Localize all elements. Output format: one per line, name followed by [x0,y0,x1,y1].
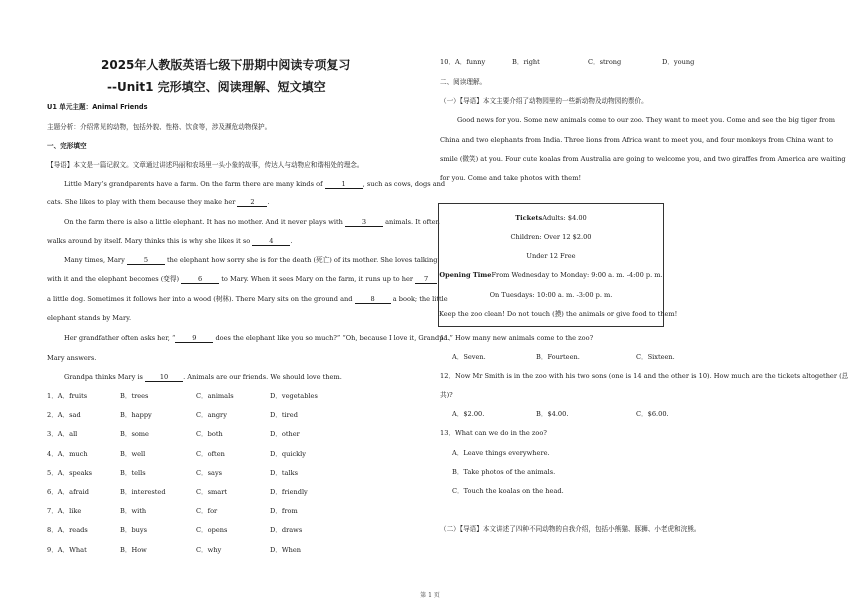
option[interactable]: C．for [196,507,218,516]
option[interactable]: D．When [270,545,302,554]
blank-1: 1 [325,181,363,189]
question-11: 11．How many new animals come to the zoo? [440,334,594,342]
cloze-text: Many times, Mary [64,256,125,264]
cloze-paragraph-4-line-1 [64,335,453,343]
cloze-paragraph-2-line-1 [64,219,440,227]
option[interactable]: 10．A．funny [440,58,486,66]
page-number: 第 1 页 [420,592,440,599]
option[interactable]: C．often [196,449,225,458]
tickets-line [439,215,663,223]
option-row-7 [47,508,425,518]
cloze-text: cats. She likes to play with them because they make her [47,198,236,206]
option[interactable]: B．buys [120,526,148,535]
cloze-text: the elephant how sorry she is for the death (死亡) of its mother. She loves talking [167,256,438,264]
option[interactable]: B．interested [120,488,166,496]
option[interactable]: B．some [120,430,149,439]
option[interactable]: B．trees [120,392,149,400]
cloze-text: a book; the little [392,295,448,303]
blank-2: 2 [237,199,267,207]
cloze-text: . [290,237,293,245]
cloze-paragraph-2-line-2 [47,238,292,246]
under-line: Under 12 Free [526,252,576,260]
reading-section-heading: 二、阅读理解。 [440,78,487,86]
option-row-10 [440,59,818,69]
option[interactable]: 7．A．like [47,507,82,516]
option-row-6 [47,489,425,499]
question-13: 13．What can we do in the zoo? [440,429,547,437]
cloze-paragraph-3-line-2 [47,276,437,284]
blank-3: 3 [345,219,383,227]
cloze-section-heading: 一、完形填空 [47,142,87,150]
option[interactable]: A．$2.00. [452,410,485,418]
option[interactable]: B．$4.00. [536,410,569,418]
blank-10: 10 [145,374,183,382]
keep-clean-line: Keep the zoo clean! Do not touch (摸) the animals or give food to them! [439,310,678,318]
option[interactable]: D．quickly [270,449,306,458]
reading-passage-line-3: smile (微笑) at you. Four cute koalas from Australia are going to welcome you, and two giraffes from America are waiting [440,155,846,163]
cloze-paragraph-4-line-2: Mary answers. [47,354,97,362]
option[interactable]: D．draws [270,526,303,535]
option[interactable]: C．says [196,468,223,477]
blank-5: 5 [127,257,165,265]
option-row-1 [47,393,425,403]
page-title: 2025年人教版英语七级下册期中阅读专项复习 [101,58,351,72]
opening-label: Opening Time [439,271,492,279]
cloze-text: does the elephant like you so much?” “Oh, because I love it, Grandpa.” [215,334,453,342]
option[interactable]: 9．A．What [47,545,87,554]
cloze-text: Grandpa thinks Mary is [64,373,143,381]
option-row-5 [47,470,425,480]
reading-passage-line-4: for you. Come and take photos with them! [440,174,582,182]
opening-line [439,272,663,280]
reading-passage-line-2: China and two elephants from India. Three lions from Africa want to meet you, and four monkeys from China want to [440,136,833,144]
cloze-text: On the farm there is also a little elephant. It has no mother. And it never plays with [64,218,343,226]
option[interactable]: C．strong [588,58,622,66]
option-row-8 [47,527,425,537]
option[interactable]: C．Sixteen. [636,353,675,361]
reading-guide-1: （一）【导语】本文主要介绍了动物园里的一些新动物及动物园的票价。 [440,97,648,105]
option[interactable]: B．Take photos of the animals. [452,468,556,476]
option[interactable]: B．tells [120,468,146,477]
children-line: Children: Over 12 $2.00 [510,233,592,241]
option[interactable]: D．other [270,430,300,439]
option[interactable]: C．$6.00. [636,410,669,418]
cloze-text: a little dog. Sometimes it follows her into a wood (树林). There Mary sits on the ground and [47,295,353,303]
cloze-paragraph-3-line-1 [64,257,438,265]
cloze-text: to Mary. When it sees Mary on the farm, it runs up to her [221,275,414,283]
zoo-notice-box [438,203,678,327]
cloze-text: Her grandfather often asks her, “ [64,334,176,342]
tickets-value: Adults: $4.00 [542,214,587,222]
cloze-text: , such as cows, dogs and [362,180,446,188]
option[interactable]: D．talks [270,468,298,477]
option[interactable]: 8．A．reads [47,526,88,535]
option[interactable]: D．vegetables [270,392,318,400]
blank-9: 9 [175,335,213,343]
option-row-3 [47,431,425,441]
tickets-label: Tickets [515,214,543,222]
cloze-text: with it and the elephant becomes (变得) [47,275,180,283]
cloze-text: animals. It often [385,218,440,226]
option[interactable]: A．Leave things everywhere. [452,449,550,457]
option[interactable]: D．young [662,58,695,66]
reading-passage-line-1: Good news for you. Some new animals come to our zoo. They want to meet you. Come and see the big tiger from [457,116,835,124]
option-row-2 [47,412,425,422]
blank-4: 4 [252,238,290,246]
cloze-paragraph-3-line-3 [47,296,448,304]
question-12-options [452,411,830,421]
option[interactable]: B．right [512,58,540,66]
option[interactable]: C．angry [196,411,227,420]
option[interactable]: C．why [196,545,222,554]
option[interactable]: B．happy [120,411,152,420]
question-11-options [452,354,830,364]
cloze-text: . [267,198,270,206]
option[interactable]: 5．A．speaks [47,468,92,477]
option[interactable]: C．both [196,430,223,439]
cloze-paragraph-5 [64,374,342,382]
option[interactable]: C．animals [196,392,234,400]
cloze-text: walks around by itself. Mary thinks this is why she likes it so [47,237,251,245]
option[interactable]: 3．A．all [47,430,78,439]
blank-7: 7 [415,276,437,284]
page-subtitle: --Unit1 完形填空、阅读理解、短文填空 [107,80,326,94]
cloze-text: . Animals are our friends. We should love them. [183,373,342,381]
blank-6: 6 [181,276,219,284]
option[interactable]: B．with [120,507,147,516]
cloze-text: Little Mary’s grandparents have a farm. On the farm there are many kinds of [64,180,323,188]
cloze-guide: 【导语】本文是一篇记叙文。文章通过讲述玛丽和农场里一头小象的故事，传达人与动物应和谐相处的理念。 [47,161,364,169]
option[interactable]: 2．A．sad [47,411,81,420]
option[interactable]: 6．A．afraid [47,488,89,496]
option[interactable]: C．smart [196,488,228,496]
option[interactable]: D．tired [270,411,298,420]
option-row-4 [47,451,425,461]
cloze-paragraph-1-line-2 [47,199,270,207]
cloze-paragraph-1-line-1 [64,181,445,189]
question-12-line-2: 共)? [440,391,453,399]
option[interactable]: B．well [120,449,146,458]
blank-8: 8 [355,296,391,304]
option[interactable]: D．from [270,507,298,516]
option-row-9 [47,547,425,557]
option[interactable]: B．Fourteen. [536,353,580,361]
theme-analysis: 主题分析：介绍常见的动物，包括外貌、性格、饮食等，涉及濒危动物保护。 [47,123,272,131]
option[interactable]: 1．A．fruits [47,392,88,400]
option[interactable]: 4．A．much [47,449,88,458]
option[interactable]: B．How [120,545,147,554]
option[interactable]: D．friendly [270,488,308,496]
reading-guide-2: （二）【导语】本文讲述了四种不同动物的自我介绍，包括小熊猫、豚狮、小老虎和浣熊。 [440,525,701,533]
option[interactable]: C．Touch the koalas on the head. [452,487,564,495]
opening-value: From Wednesday to Monday: 9:00 a. m. -4:00 p. m. [491,271,663,279]
option[interactable]: C．opens [196,526,228,535]
question-12-line-1: 12．Now Mr Smith is in the zoo with his two sons (one is 14 and the other is 10). How much are the tickets altogether (总 [440,372,849,380]
cloze-paragraph-3-line-4: elephant stands by Mary. [47,314,132,322]
option[interactable]: A．Seven. [452,353,486,361]
unit-heading: U1 单元主题：Animal Friends [47,103,148,111]
tuesday-line: On Tuesdays: 10:00 a. m. -3:00 p. m. [489,291,613,299]
